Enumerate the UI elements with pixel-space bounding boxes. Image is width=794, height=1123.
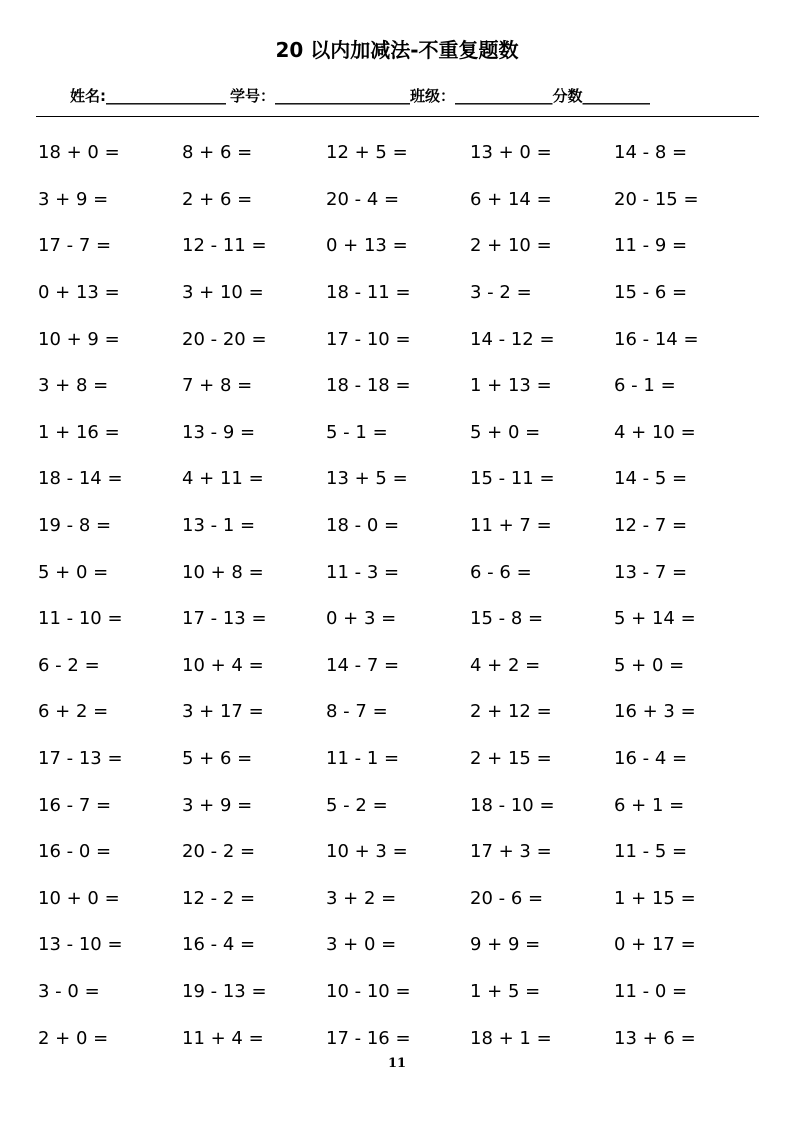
problem-item: 13 - 7 = <box>614 561 688 583</box>
problem-item: 10 + 3 = <box>326 841 408 863</box>
problem-item: 5 + 6 = <box>182 748 253 770</box>
problem-item: 2 + 0 = <box>38 1027 109 1049</box>
problem-item: 11 - 5 = <box>614 841 688 863</box>
problem-item: 12 - 2 = <box>182 887 256 909</box>
problem-row <box>38 363 758 410</box>
problem-item: 2 + 15 = <box>470 748 552 770</box>
problem-item: 17 - 10 = <box>326 328 411 350</box>
problem-item: 7 + 8 = <box>182 375 253 397</box>
problem-item: 17 + 3 = <box>470 841 552 863</box>
student-info-line <box>70 84 650 108</box>
problem-item: 4 + 2 = <box>470 654 541 676</box>
problem-item: 0 + 17 = <box>614 934 696 956</box>
problem-item: 10 + 4 = <box>182 654 264 676</box>
page-number: 11 <box>387 1056 407 1071</box>
problem-item: 0 + 3 = <box>326 608 397 630</box>
name-blank[interactable]: ________________ <box>106 87 226 105</box>
problem-item: 18 - 14 = <box>38 468 123 490</box>
problem-item: 17 - 13 = <box>38 748 123 770</box>
problem-item: 9 + 9 = <box>470 934 541 956</box>
problem-item: 13 - 1 = <box>182 515 256 537</box>
problem-item: 11 - 3 = <box>326 561 400 583</box>
problem-item: 3 + 9 = <box>38 188 109 210</box>
problem-item: 15 - 8 = <box>470 608 544 630</box>
problem-row <box>38 503 758 550</box>
problem-item: 16 - 7 = <box>38 794 112 816</box>
problem-row <box>38 922 758 969</box>
problem-item: 13 + 0 = <box>470 142 552 164</box>
problem-item: 3 + 8 = <box>38 375 109 397</box>
problem-item: 11 + 4 = <box>182 1027 264 1049</box>
problem-item: 3 + 2 = <box>326 887 397 909</box>
problem-row <box>38 643 758 690</box>
problem-item: 11 - 9 = <box>614 235 688 257</box>
problem-row <box>38 316 758 363</box>
problem-item: 16 - 14 = <box>614 328 699 350</box>
problem-item: 3 + 0 = <box>326 934 397 956</box>
problem-item: 13 - 10 = <box>38 934 123 956</box>
problem-row <box>38 689 758 736</box>
student-id-blank[interactable]: __________________ <box>275 87 411 105</box>
problem-item: 15 - 6 = <box>614 282 688 304</box>
problem-item: 10 + 8 = <box>182 561 264 583</box>
problem-item: 6 - 6 = <box>470 561 532 583</box>
problem-item: 1 + 16 = <box>38 421 120 443</box>
problem-item: 10 + 9 = <box>38 328 120 350</box>
score-label: 分数 <box>552 87 583 105</box>
problem-item: 10 - 10 = <box>326 980 411 1002</box>
problem-row <box>38 596 758 643</box>
problem-row <box>38 782 758 829</box>
class-label: 班级： <box>410 87 456 105</box>
problem-item: 3 + 9 = <box>182 794 253 816</box>
student-id-label: 学号： <box>230 87 276 105</box>
problem-item: 13 + 5 = <box>326 468 408 490</box>
problem-item: 6 - 2 = <box>38 654 100 676</box>
problem-item: 18 - 10 = <box>470 794 555 816</box>
header-divider <box>36 116 759 117</box>
problem-item: 5 + 14 = <box>614 608 696 630</box>
problem-item: 11 - 1 = <box>326 748 400 770</box>
problem-item: 18 - 0 = <box>326 515 400 537</box>
problem-item: 4 + 11 = <box>182 468 264 490</box>
problem-item: 6 - 1 = <box>614 375 676 397</box>
problem-item: 3 + 10 = <box>182 282 264 304</box>
problem-item: 6 + 14 = <box>470 188 552 210</box>
problem-item: 16 - 4 = <box>182 934 256 956</box>
problem-item: 12 - 11 = <box>182 235 267 257</box>
problem-item: 16 - 4 = <box>614 748 688 770</box>
problem-item: 14 - 5 = <box>614 468 688 490</box>
problem-item: 16 + 3 = <box>614 701 696 723</box>
problem-item: 19 - 8 = <box>38 515 112 537</box>
problem-item: 5 + 0 = <box>614 654 685 676</box>
problem-row <box>38 1015 758 1062</box>
problem-item: 16 - 0 = <box>38 841 112 863</box>
problem-item: 20 - 6 = <box>470 887 544 909</box>
problem-row <box>38 177 758 224</box>
problem-item: 18 + 0 = <box>38 142 120 164</box>
problem-item: 3 - 2 = <box>470 282 532 304</box>
score-blank[interactable]: _________ <box>582 87 651 105</box>
problem-item: 5 - 1 = <box>326 421 388 443</box>
problem-row <box>38 969 758 1016</box>
problem-item: 2 + 12 = <box>470 701 552 723</box>
problem-item: 6 + 1 = <box>614 794 685 816</box>
problem-item: 20 - 4 = <box>326 188 400 210</box>
problem-item: 20 - 15 = <box>614 188 699 210</box>
problem-item: 12 - 7 = <box>614 515 688 537</box>
problem-item: 17 - 13 = <box>182 608 267 630</box>
name-label: 姓名: <box>70 87 106 105</box>
problem-row <box>38 456 758 503</box>
problem-item: 5 + 0 = <box>38 561 109 583</box>
problem-item: 2 + 6 = <box>182 188 253 210</box>
problem-item: 17 - 7 = <box>38 235 112 257</box>
problem-item: 10 + 0 = <box>38 887 120 909</box>
problem-item: 11 + 7 = <box>470 515 552 537</box>
problem-row <box>38 130 758 177</box>
problem-item: 20 - 2 = <box>182 841 256 863</box>
problem-grid <box>38 130 758 1062</box>
problem-item: 19 - 13 = <box>182 980 267 1002</box>
problem-item: 3 - 0 = <box>38 980 100 1002</box>
problem-row <box>38 549 758 596</box>
problem-item: 8 + 6 = <box>182 142 253 164</box>
problem-item: 11 - 10 = <box>38 608 123 630</box>
problem-row <box>38 223 758 270</box>
problem-row <box>38 876 758 923</box>
problem-item: 14 - 7 = <box>326 654 400 676</box>
problem-item: 3 + 17 = <box>182 701 264 723</box>
problem-item: 2 + 10 = <box>470 235 552 257</box>
problem-item: 5 - 2 = <box>326 794 388 816</box>
problem-item: 18 - 18 = <box>326 375 411 397</box>
problem-item: 1 + 13 = <box>470 375 552 397</box>
problem-item: 6 + 2 = <box>38 701 109 723</box>
problem-item: 4 + 10 = <box>614 421 696 443</box>
problem-row <box>38 270 758 317</box>
problem-item: 14 - 8 = <box>614 142 688 164</box>
problem-item: 14 - 12 = <box>470 328 555 350</box>
problem-item: 11 - 0 = <box>614 980 688 1002</box>
problem-item: 13 - 9 = <box>182 421 256 443</box>
problem-item: 15 - 11 = <box>470 468 555 490</box>
problem-item: 18 - 11 = <box>326 282 411 304</box>
class-blank[interactable]: _____________ <box>455 87 553 105</box>
problem-row <box>38 736 758 783</box>
problem-item: 12 + 5 = <box>326 142 408 164</box>
problem-item: 13 + 6 = <box>614 1027 696 1049</box>
problem-item: 5 + 0 = <box>470 421 541 443</box>
problem-item: 17 - 16 = <box>326 1027 411 1049</box>
problem-item: 8 - 7 = <box>326 701 388 723</box>
problem-item: 18 + 1 = <box>470 1027 552 1049</box>
problem-item: 0 + 13 = <box>326 235 408 257</box>
problem-item: 0 + 13 = <box>38 282 120 304</box>
problem-row <box>38 829 758 876</box>
problem-item: 1 + 15 = <box>614 887 696 909</box>
problem-row <box>38 410 758 457</box>
page-title: 20 以内加减法-不重复题数 <box>275 38 519 62</box>
problem-item: 20 - 20 = <box>182 328 267 350</box>
problem-item: 1 + 5 = <box>470 980 541 1002</box>
